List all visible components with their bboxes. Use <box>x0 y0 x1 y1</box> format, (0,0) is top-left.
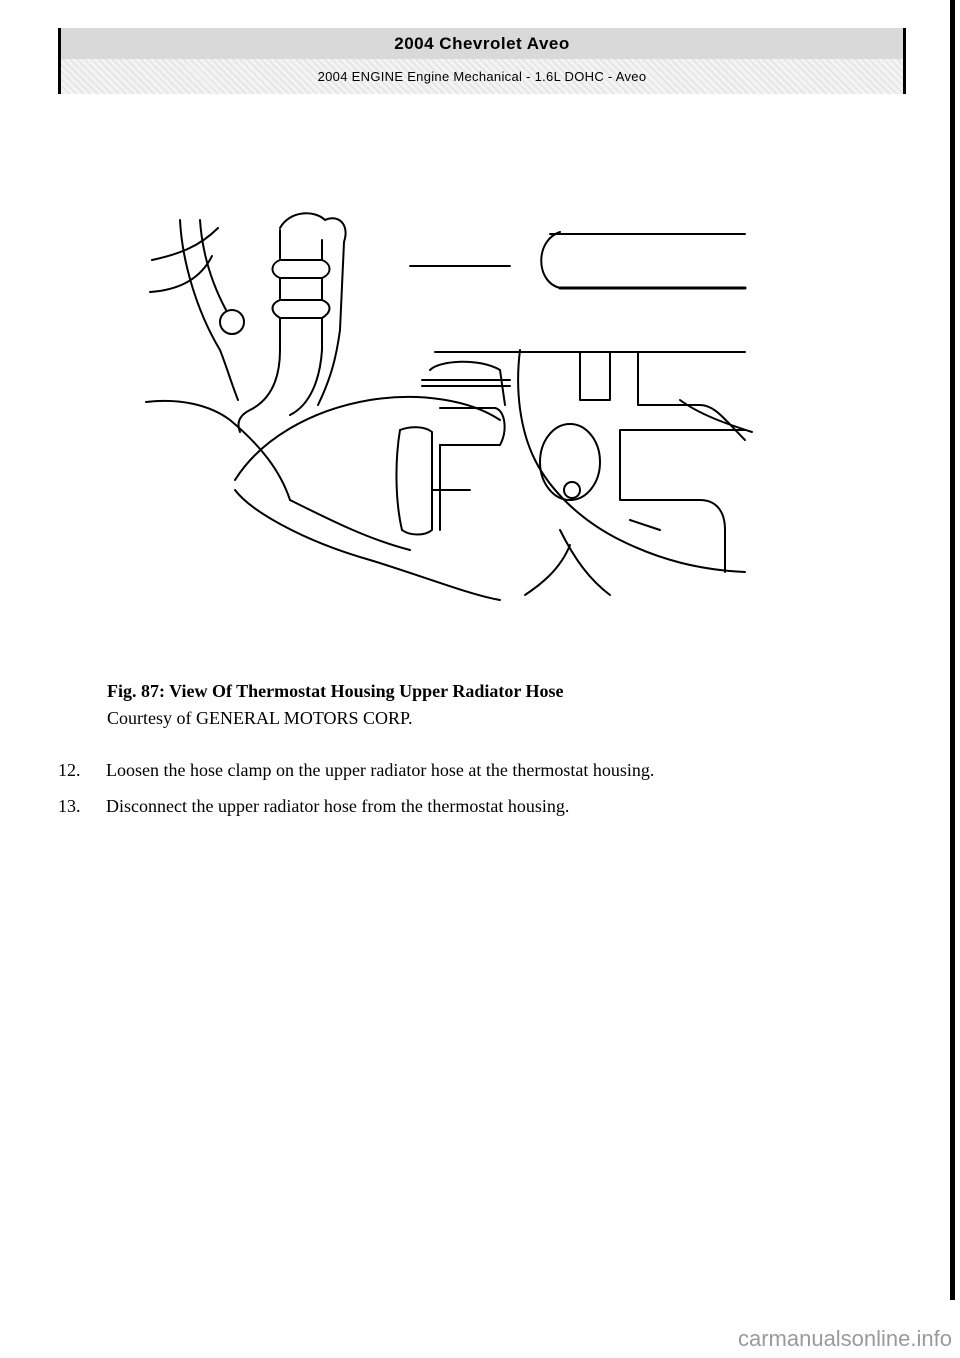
step-item <box>58 752 858 788</box>
step-text: Loosen the hose clamp on the upper radiator hose at the thermostat housing. <box>106 759 655 780</box>
thermostat-housing-illustration <box>140 200 760 610</box>
page-border-rule <box>950 0 955 1300</box>
procedure-steps <box>58 752 858 824</box>
figure-caption <box>107 678 807 732</box>
step-text: Disconnect the upper radiator hose from the thermostat housing. <box>106 795 570 816</box>
site-watermark: carmanualsonline.info <box>737 1326 952 1351</box>
step-number: 12. <box>58 759 81 780</box>
header-title: 2004 Chevrolet Aveo <box>61 28 903 59</box>
figure-courtesy: Courtesy of GENERAL MOTORS CORP. <box>107 708 413 728</box>
step-item <box>58 788 858 824</box>
header-subtitle: 2004 ENGINE Engine Mechanical - 1.6L DOHC - Aveo <box>61 59 903 94</box>
step-number: 13. <box>58 795 81 816</box>
page-header <box>58 28 906 94</box>
figure-title: Fig. 87: View Of Thermostat Housing Upper Radiator Hose <box>107 681 564 701</box>
